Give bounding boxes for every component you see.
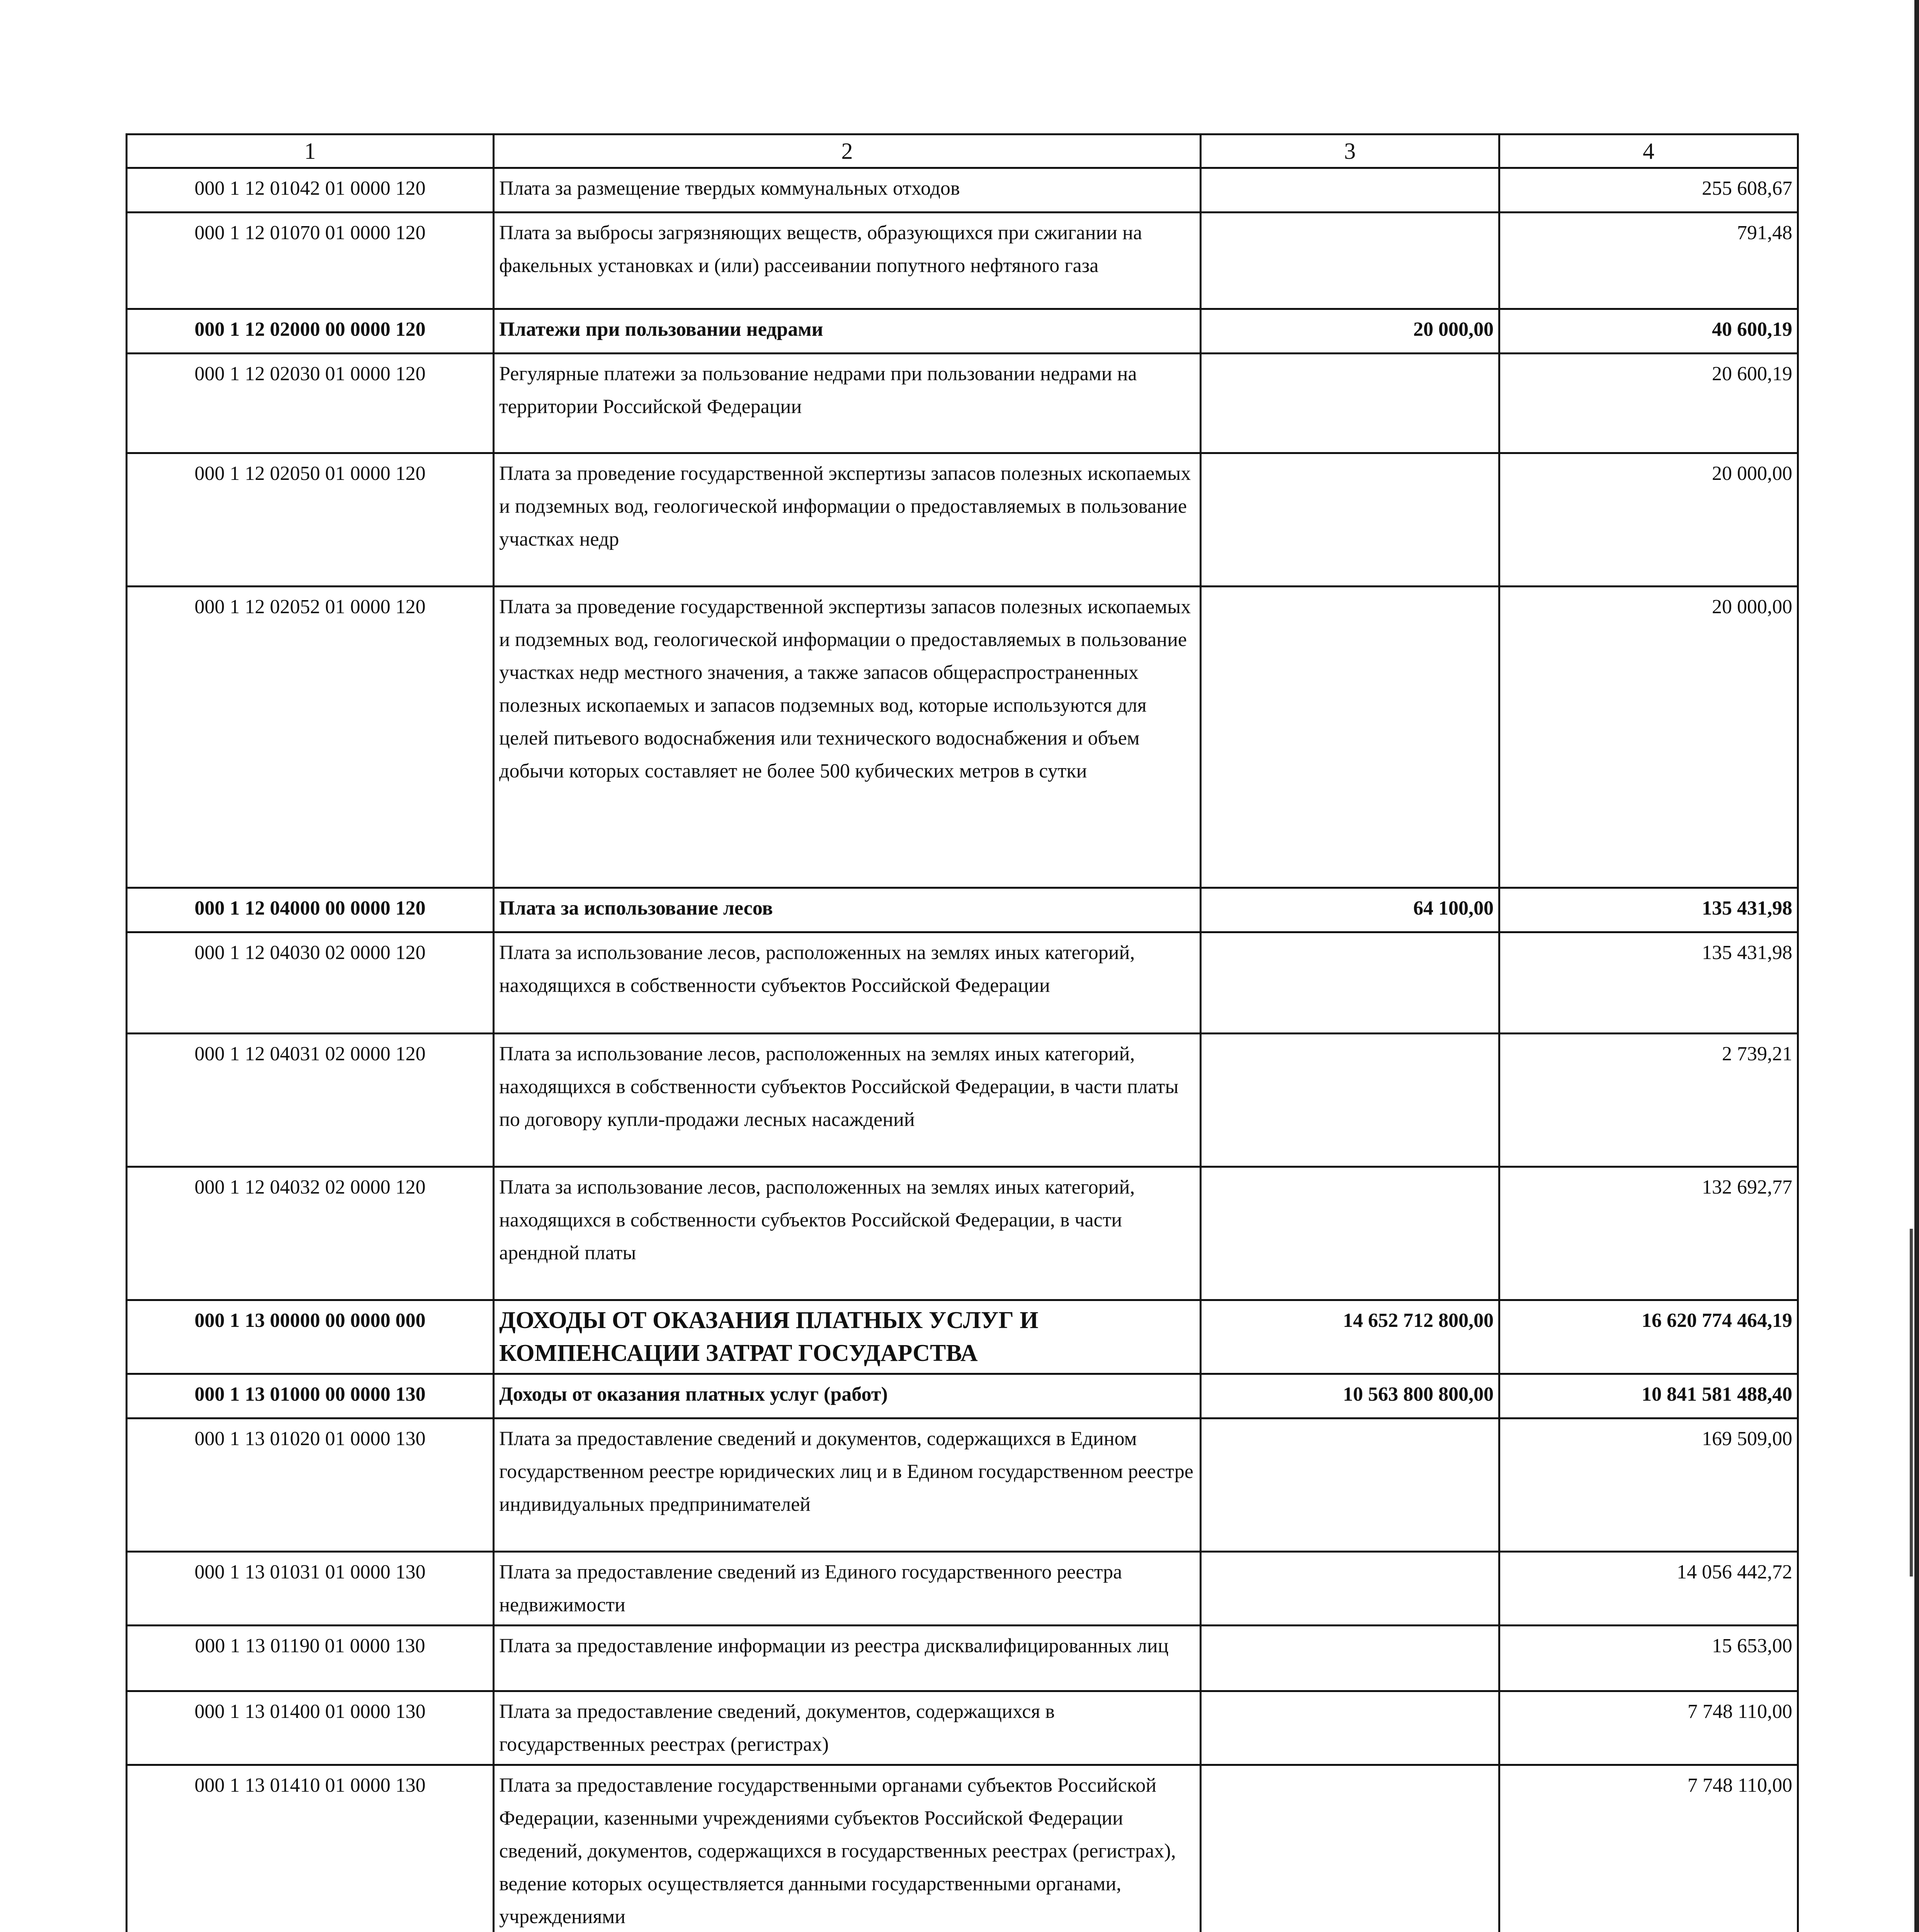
plan-amount-cell: 64 100,00 — [1201, 888, 1499, 932]
item-name-cell: Плата за проведение государственной экспертизы запасов полезных ископаемых и подземных вод, геологической информации о предоставляемых в пользование участках недр местного значения, а также запасов общераспространенных полезных ископаемых и запасов подземных вод, которые используются для целей питьевого водоснабжения или технического водоснабжения и объем добычи которых составляет не более 500 кубических метров в сутки — [494, 587, 1201, 888]
actual-amount-cell: 7 748 110,00 — [1499, 1691, 1798, 1765]
revenue-table — [126, 133, 1799, 1932]
budget-code-cell: 000 1 13 01400 01 0000 130 — [127, 1691, 494, 1765]
item-name-cell: Плата за использование лесов, расположенных на землях иных категорий, находящихся в собственности субъектов Российской Федерации, в части арендной платы — [494, 1167, 1201, 1300]
budget-code-cell: 000 1 13 01410 01 0000 130 — [127, 1765, 494, 1932]
table-row — [127, 1552, 1798, 1626]
actual-amount-cell: 135 431,98 — [1499, 932, 1798, 1034]
actual-amount-cell: 169 509,00 — [1499, 1418, 1798, 1552]
budget-code-cell: 000 1 13 01190 01 0000 130 — [127, 1626, 494, 1691]
table-row — [127, 309, 1798, 354]
plan-amount-cell: 10 563 800 800,00 — [1201, 1374, 1499, 1418]
item-name-cell: Плата за предоставление информации из реестра дисквалифицированных лиц — [494, 1626, 1201, 1691]
plan-amount-cell — [1201, 1034, 1499, 1167]
budget-code-cell: 000 1 13 01031 01 0000 130 — [127, 1552, 494, 1626]
plan-amount-cell — [1201, 1418, 1499, 1552]
table-row — [127, 1765, 1798, 1932]
plan-amount-cell — [1201, 213, 1499, 309]
actual-amount-cell: 14 056 442,72 — [1499, 1552, 1798, 1626]
item-name-cell: Плата за предоставление сведений и документов, содержащихся в Едином государственном реестре юридических лиц и в Едином государственном реестре индивидуальных предпринимателей — [494, 1418, 1201, 1552]
table-body — [127, 168, 1798, 1932]
item-name-cell: Плата за использование лесов, расположенных на землях иных категорий, находящихся в собственности субъектов Российской Федерации — [494, 932, 1201, 1034]
table-row — [127, 1691, 1798, 1765]
table-row — [127, 1418, 1798, 1552]
actual-amount-cell: 2 739,21 — [1499, 1034, 1798, 1167]
budget-code-cell: 000 1 12 01070 01 0000 120 — [127, 213, 494, 309]
plan-amount-cell — [1201, 1626, 1499, 1691]
scan-right-edge — [1914, 0, 1919, 1932]
plan-amount-cell — [1201, 453, 1499, 587]
actual-amount-cell: 40 600,19 — [1499, 309, 1798, 354]
column-2-header: 2 — [494, 134, 1201, 168]
budget-code-cell: 000 1 12 04031 02 0000 120 — [127, 1034, 494, 1167]
item-name-cell: Плата за выбросы загрязняющих веществ, образующихся при сжигании на факельных установках и (или) рассеивании попутного нефтяного газа — [494, 213, 1201, 309]
actual-amount-cell: 20 000,00 — [1499, 453, 1798, 587]
actual-amount-cell: 10 841 581 488,40 — [1499, 1374, 1798, 1418]
item-name-cell: ДОХОДЫ ОТ ОКАЗАНИЯ ПЛАТНЫХ УСЛУГ И КОМПЕНСАЦИИ ЗАТРАТ ГОСУДАРСТВА — [494, 1300, 1201, 1374]
plan-amount-cell: 14 652 712 800,00 — [1201, 1300, 1499, 1374]
actual-amount-cell: 255 608,67 — [1499, 168, 1798, 213]
item-name-cell: Плата за проведение государственной экспертизы запасов полезных ископаемых и подземных вод, геологической информации о предоставляемых в пользование участках недр — [494, 453, 1201, 587]
item-name-cell: Плата за использование лесов — [494, 888, 1201, 932]
budget-code-cell: 000 1 12 04000 00 0000 120 — [127, 888, 494, 932]
column-1-header: 1 — [127, 134, 494, 168]
plan-amount-cell — [1201, 168, 1499, 213]
item-name-cell: Регулярные платежи за пользование недрами при пользовании недрами на территории Российской Федерации — [494, 354, 1201, 453]
table-row — [127, 1167, 1798, 1300]
table-row — [127, 354, 1798, 453]
table-row — [127, 168, 1798, 213]
actual-amount-cell: 7 748 110,00 — [1499, 1765, 1798, 1932]
column-4-header: 4 — [1499, 134, 1798, 168]
actual-amount-cell: 135 431,98 — [1499, 888, 1798, 932]
plan-amount-cell — [1201, 354, 1499, 453]
budget-code-cell: 000 1 12 02000 00 0000 120 — [127, 309, 494, 354]
plan-amount-cell: 20 000,00 — [1201, 309, 1499, 354]
budget-code-cell: 000 1 12 04030 02 0000 120 — [127, 932, 494, 1034]
item-name-cell: Плата за использование лесов, расположенных на землях иных категорий, находящихся в собственности субъектов Российской Федерации, в части платы по договору купли-продажи лесных насаждений — [494, 1034, 1201, 1167]
actual-amount-cell: 132 692,77 — [1499, 1167, 1798, 1300]
plan-amount-cell — [1201, 1765, 1499, 1932]
budget-code-cell: 000 1 13 01020 01 0000 130 — [127, 1418, 494, 1552]
table-row — [127, 1374, 1798, 1418]
actual-amount-cell: 791,48 — [1499, 213, 1798, 309]
plan-amount-cell — [1201, 1167, 1499, 1300]
item-name-cell: Плата за предоставление государственными органами субъектов Российской Федерации, казенными учреждениями субъектов Российской Федерации сведений, документов, содержащихся в государственных реестрах (регистрах), ведение которых осуществляется данными государственными органами, учреждениями — [494, 1765, 1201, 1932]
plan-amount-cell — [1201, 1552, 1499, 1626]
plan-amount-cell — [1201, 1691, 1499, 1765]
column-3-header: 3 — [1201, 134, 1499, 168]
table-row — [127, 587, 1798, 888]
item-name-cell: Плата за размещение твердых коммунальных отходов — [494, 168, 1201, 213]
plan-amount-cell — [1201, 932, 1499, 1034]
table-row — [127, 932, 1798, 1034]
budget-code-cell: 000 1 12 04032 02 0000 120 — [127, 1167, 494, 1300]
budget-code-cell: 000 1 12 02052 01 0000 120 — [127, 587, 494, 888]
item-name-cell: Доходы от оказания платных услуг (работ) — [494, 1374, 1201, 1418]
actual-amount-cell: 16 620 774 464,19 — [1499, 1300, 1798, 1374]
item-name-cell: Плата за предоставление сведений из Единого государственного реестра недвижимости — [494, 1552, 1201, 1626]
column-number-header — [127, 134, 1798, 168]
budget-code-cell: 000 1 12 02050 01 0000 120 — [127, 453, 494, 587]
table-row — [127, 213, 1798, 309]
table-row — [127, 888, 1798, 932]
actual-amount-cell: 20 000,00 — [1499, 587, 1798, 888]
plan-amount-cell — [1201, 587, 1499, 888]
item-name-cell: Платежи при пользовании недрами — [494, 309, 1201, 354]
actual-amount-cell: 20 600,19 — [1499, 354, 1798, 453]
table-row — [127, 1034, 1798, 1167]
table-row — [127, 453, 1798, 587]
table-row — [127, 1300, 1798, 1374]
budget-code-cell: 000 1 12 02030 01 0000 120 — [127, 354, 494, 453]
table-row — [127, 1626, 1798, 1691]
budget-code-cell: 000 1 13 01000 00 0000 130 — [127, 1374, 494, 1418]
budget-code-cell: 000 1 12 01042 01 0000 120 — [127, 168, 494, 213]
item-name-cell: Плата за предоставление сведений, документов, содержащихся в государственных реестрах (регистрах) — [494, 1691, 1201, 1765]
actual-amount-cell: 15 653,00 — [1499, 1626, 1798, 1691]
budget-code-cell: 000 1 13 00000 00 0000 000 — [127, 1300, 494, 1374]
scan-right-edge-mark — [1910, 1229, 1913, 1577]
